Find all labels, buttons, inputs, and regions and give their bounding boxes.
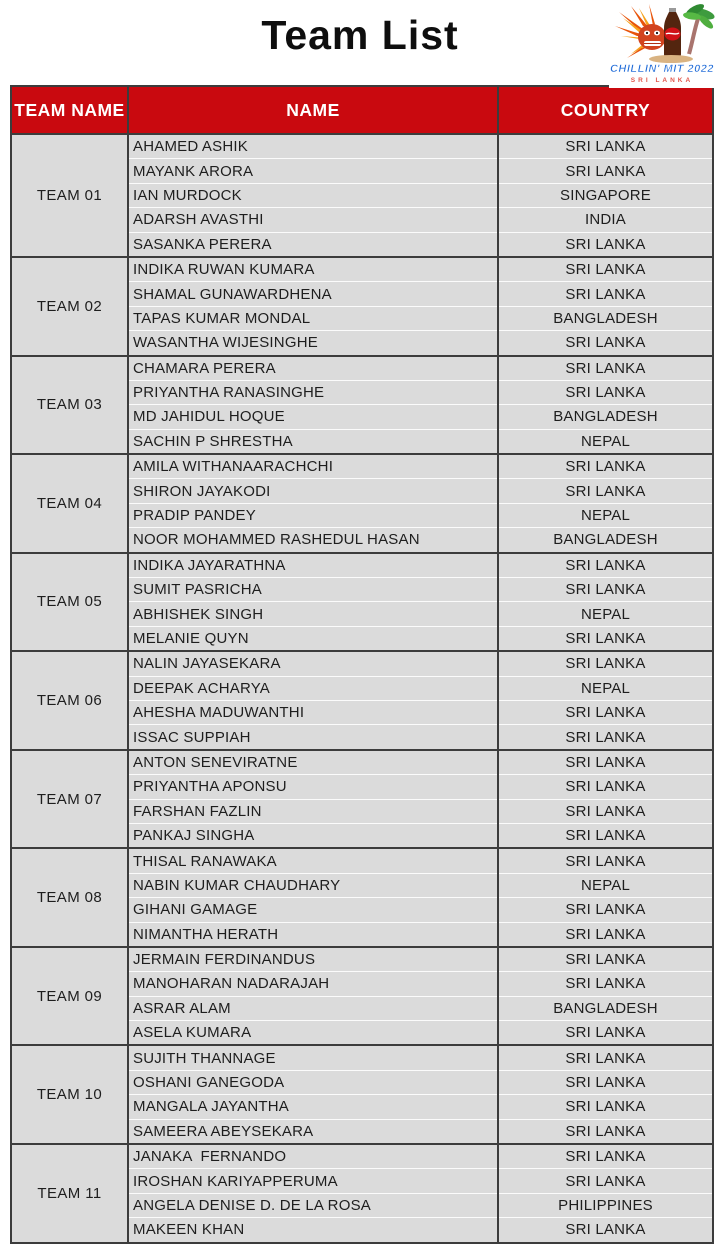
member-name-cell: MANOHARAN NADARAJAH [128,972,498,996]
logo-title: CHILLIN' MIT 2022 [609,63,715,75]
member-name-cell: JERMAIN FERDINANDUS [128,947,498,972]
table-row [11,1144,713,1169]
table-row [11,651,713,676]
team-group [11,454,713,553]
member-name-cell: NOOR MOHAMMED RASHEDUL HASAN [128,528,498,553]
member-name-cell: AHAMED ASHIK [128,134,498,159]
member-name-cell: MAYANK ARORA [128,159,498,183]
member-country-cell: SRI LANKA [498,479,713,503]
team-group [11,1045,713,1144]
member-country-cell: SRI LANKA [498,282,713,306]
member-name-cell: INDIKA JAYARATHNA [128,553,498,578]
member-name-cell: NABIN KUMAR CHAUDHARY [128,873,498,897]
member-name-cell: MD JAHIDUL HOQUE [128,405,498,429]
member-country-cell: SRI LANKA [498,134,713,159]
header-name: NAME [128,86,498,134]
member-name-cell: SUMIT PASRICHA [128,578,498,602]
team-name-cell: TEAM 09 [11,947,128,1046]
member-name-cell: SAMEERA ABEYSEKARA [128,1119,498,1144]
event-logo [609,2,716,88]
member-country-cell: BANGLADESH [498,996,713,1020]
member-country-cell: SRI LANKA [498,232,713,257]
team-group [11,1144,713,1243]
member-name-cell: MANGALA JAYANTHA [128,1095,498,1119]
member-country-cell: SRI LANKA [498,257,713,282]
member-country-cell: SRI LANKA [498,775,713,799]
table-row [11,356,713,381]
member-name-cell: PRIYANTHA RANASINGHE [128,380,498,404]
member-country-cell: PHILIPPINES [498,1193,713,1217]
member-country-cell: SRI LANKA [498,823,713,848]
sand-mound [649,55,693,63]
member-name-cell: AMILA WITHANAARACHCHI [128,454,498,479]
member-name-cell: ANGELA DENISE D. DE LA ROSA [128,1193,498,1217]
table-row [11,553,713,578]
team-name-cell: TEAM 08 [11,848,128,947]
team-name-cell: TEAM 05 [11,553,128,652]
member-name-cell: PRADIP PANDEY [128,503,498,527]
header-country: COUNTRY [498,86,713,134]
member-name-cell: IAN MURDOCK [128,183,498,207]
team-group [11,947,713,1046]
member-name-cell: SHIRON JAYAKODI [128,479,498,503]
member-name-cell: CHAMARA PERERA [128,356,498,381]
member-name-cell: SHAMAL GUNAWARDHENA [128,282,498,306]
member-name-cell: OSHANI GANEGODA [128,1070,498,1094]
member-name-cell: ADARSH AVASTHI [128,208,498,232]
member-name-cell: ABHISHEK SINGH [128,602,498,626]
member-name-cell: IROSHAN KARIYAPPERUMA [128,1169,498,1193]
member-country-cell: NEPAL [498,503,713,527]
member-name-cell: NALIN JAYASEKARA [128,651,498,676]
member-country-cell: NEPAL [498,873,713,897]
member-country-cell: SRI LANKA [498,1045,713,1070]
table-row [11,1045,713,1070]
team-name-cell: TEAM 02 [11,257,128,356]
member-country-cell: BANGLADESH [498,306,713,330]
member-country-cell: SRI LANKA [498,578,713,602]
team-name-cell: TEAM 10 [11,1045,128,1144]
team-group [11,750,713,849]
team-list-table [10,85,714,1244]
member-name-cell: JANAKA FERNANDO [128,1144,498,1169]
member-name-cell: ASELA KUMARA [128,1021,498,1046]
member-country-cell: SRI LANKA [498,1218,713,1243]
member-country-cell: INDIA [498,208,713,232]
member-name-cell: DEEPAK ACHARYA [128,676,498,700]
member-country-cell: SRI LANKA [498,725,713,750]
member-country-cell: NEPAL [498,676,713,700]
header-team-name: TEAM NAME [11,86,128,134]
member-country-cell: SRI LANKA [498,1021,713,1046]
team-name-cell: TEAM 07 [11,750,128,849]
member-name-cell: GIHANI GAMAGE [128,898,498,922]
table-row [11,750,713,775]
member-country-cell: NEPAL [498,602,713,626]
team-group [11,134,713,257]
team-group [11,848,713,947]
table-row [11,454,713,479]
member-country-cell: BANGLADESH [498,405,713,429]
member-country-cell: NEPAL [498,429,713,454]
member-country-cell: SRI LANKA [498,1095,713,1119]
member-country-cell: SRI LANKA [498,454,713,479]
member-name-cell: INDIKA RUWAN KUMARA [128,257,498,282]
member-name-cell: TAPAS KUMAR MONDAL [128,306,498,330]
table-row [11,134,713,159]
member-country-cell: SRI LANKA [498,898,713,922]
member-name-cell: NIMANTHA HERATH [128,922,498,947]
team-group [11,553,713,652]
member-name-cell: MELANIE QUYN [128,626,498,651]
table-row [11,257,713,282]
team-group [11,651,713,750]
member-country-cell: SRI LANKA [498,750,713,775]
logo-subtitle: SRI LANKA [630,77,694,84]
member-country-cell: SRI LANKA [498,922,713,947]
member-name-cell: MAKEEN KHAN [128,1218,498,1243]
member-country-cell: SRI LANKA [498,972,713,996]
member-country-cell: SRI LANKA [498,1169,713,1193]
member-country-cell: SRI LANKA [498,799,713,823]
member-country-cell: SRI LANKA [498,700,713,724]
team-group [11,356,713,455]
table-row [11,848,713,873]
member-name-cell: THISAL RANAWAKA [128,848,498,873]
member-name-cell: ANTON SENEVIRATNE [128,750,498,775]
team-name-cell: TEAM 06 [11,651,128,750]
member-name-cell: WASANTHA WIJESINGHE [128,331,498,356]
team-name-cell: TEAM 03 [11,356,128,455]
member-country-cell: SRI LANKA [498,1119,713,1144]
member-country-cell: SRI LANKA [498,651,713,676]
member-country-cell: SINGAPORE [498,183,713,207]
team-group [11,257,713,356]
team-name-cell: TEAM 11 [11,1144,128,1243]
member-country-cell: BANGLADESH [498,528,713,553]
team-name-cell: TEAM 04 [11,454,128,553]
member-name-cell: ISSAC SUPPIAH [128,725,498,750]
member-name-cell: AHESHA MADUWANTHI [128,700,498,724]
member-country-cell: SRI LANKA [498,553,713,578]
team-list-table-container [10,85,712,1244]
table-header [11,86,713,134]
page-title: Team List [261,12,459,58]
member-country-cell: SRI LANKA [498,947,713,972]
member-name-cell: SACHIN P SHRESTHA [128,429,498,454]
member-name-cell: SASANKA PERERA [128,232,498,257]
member-country-cell: SRI LANKA [498,1070,713,1094]
member-country-cell: SRI LANKA [498,1144,713,1169]
member-name-cell: SUJITH THANNAGE [128,1045,498,1070]
member-name-cell: FARSHAN FAZLIN [128,799,498,823]
member-country-cell: SRI LANKA [498,626,713,651]
member-country-cell: SRI LANKA [498,356,713,381]
member-country-cell: SRI LANKA [498,331,713,356]
member-name-cell: PRIYANTHA APONSU [128,775,498,799]
team-name-cell: TEAM 01 [11,134,128,257]
member-name-cell: PANKAJ SINGHA [128,823,498,848]
member-name-cell: ASRAR ALAM [128,996,498,1020]
member-country-cell: SRI LANKA [498,848,713,873]
member-country-cell: SRI LANKA [498,380,713,404]
table-row [11,947,713,972]
member-country-cell: SRI LANKA [498,159,713,183]
